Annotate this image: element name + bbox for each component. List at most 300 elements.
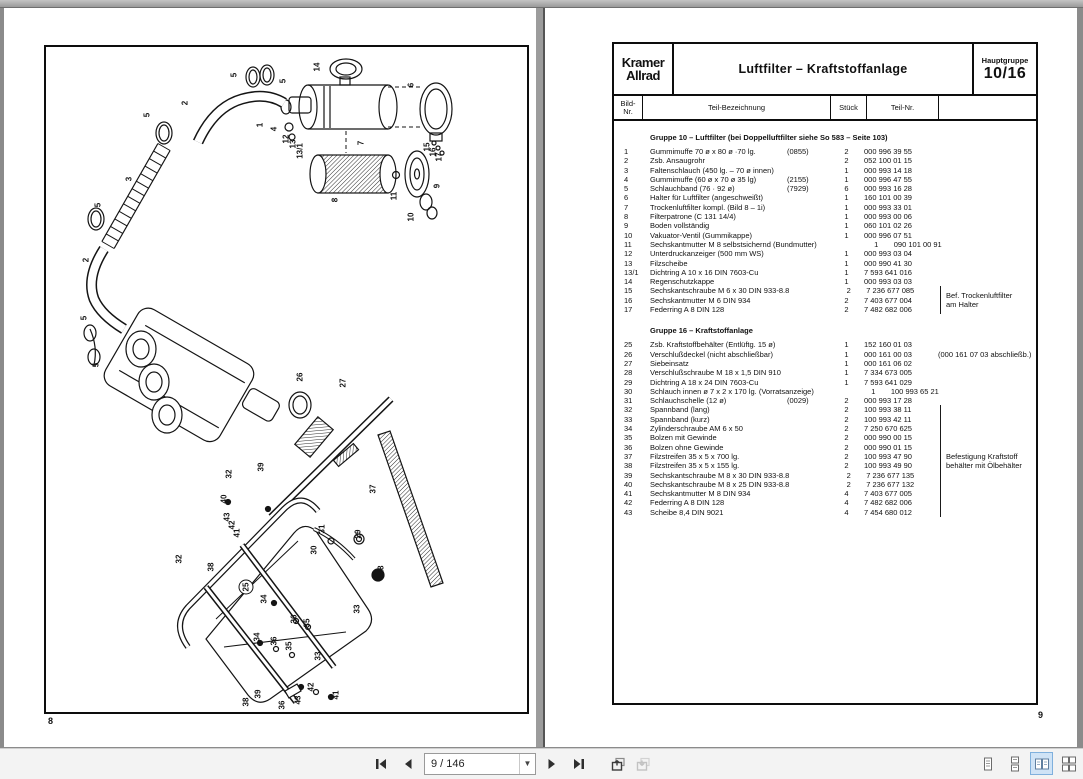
diagram-callout: 42 xyxy=(227,520,237,530)
cell-code xyxy=(787,424,829,433)
table-row xyxy=(614,221,1036,230)
single-page-icon xyxy=(980,756,996,772)
cell-note xyxy=(938,156,1036,165)
column-stueck: Stück xyxy=(831,96,867,119)
cell-teil-nr: 000 993 03 03 xyxy=(864,277,912,287)
previous-page-button[interactable] xyxy=(397,752,419,775)
diagram-callout: 35 xyxy=(284,641,294,651)
cell-code xyxy=(787,340,829,349)
cell-stueck: 6 xyxy=(844,184,849,194)
cell-code xyxy=(787,378,829,387)
cell-teil-nr: 000 996 07 51 xyxy=(864,230,912,240)
hauptgruppe-value: 10/16 xyxy=(983,64,1027,82)
cell-code xyxy=(787,203,829,212)
cell-code xyxy=(787,305,829,314)
printed-page-number-left: 8 xyxy=(48,716,54,726)
cell-note xyxy=(938,221,1036,230)
page-indicator: 9 / 146 xyxy=(431,757,465,770)
cell-teil-nr: 060 101 02 26 xyxy=(864,221,912,231)
cell-bild-nr: 6 xyxy=(624,193,629,203)
diagram-callout: 14 xyxy=(312,62,322,72)
exploded-diagram xyxy=(46,47,527,712)
cell-code xyxy=(787,405,829,414)
diagram-callout: 34 xyxy=(259,594,269,604)
cell-code xyxy=(787,368,829,377)
cell-teil-nr: 7 482 682 006 xyxy=(864,305,912,315)
cell-stueck: 1 xyxy=(844,230,849,240)
cell-stueck: 2 xyxy=(844,414,849,424)
cell-code: (0855) xyxy=(787,147,809,156)
cell-code xyxy=(787,443,829,452)
table-row xyxy=(614,350,1036,359)
diagram-callout: 35 xyxy=(302,618,312,628)
cell-note xyxy=(938,259,1036,268)
hauptgruppe-label: Hauptgruppe xyxy=(981,55,1029,65)
cell-teil-nr: 7 593 641 029 xyxy=(864,377,912,387)
cell-code xyxy=(787,489,829,498)
next-view-icon xyxy=(635,756,651,772)
cell-code xyxy=(787,359,829,368)
cell-teil-nr: 7 250 670 625 xyxy=(864,424,912,434)
cell-note xyxy=(938,147,1036,156)
diagram-callout: 36 xyxy=(289,614,299,624)
cell-code: (7929) xyxy=(787,184,809,194)
diagram-callout: 5 xyxy=(91,362,101,368)
cell-bezeichnung: Zsb. Kraftstoffbehälter (Entlüftg. 15 ø) xyxy=(650,340,776,350)
diagram-callout: 5 xyxy=(229,72,239,78)
diagram-callout: 6 xyxy=(406,82,416,88)
cell-stueck: 1 xyxy=(844,267,849,277)
table-row xyxy=(614,203,1036,212)
table-row xyxy=(614,259,1036,268)
cell-stueck: 2 xyxy=(846,286,851,296)
cell-bild-nr: 15 xyxy=(624,286,633,296)
cell-bild-nr: 12 xyxy=(624,249,633,259)
diagram-callout: 36 xyxy=(269,636,279,646)
cell-note xyxy=(938,184,1036,193)
layout-two-page-continuous-button[interactable] xyxy=(1057,752,1080,775)
table-row xyxy=(614,175,1036,184)
cell-stueck: 1 xyxy=(844,174,849,184)
diagram-callout: 40 xyxy=(219,494,229,504)
cell-stueck: 4 xyxy=(844,489,849,499)
column-teil-bezeichnung: Teil-Bezeichnung xyxy=(643,96,831,119)
cell-bezeichnung: Verschlußschraube M 18 x 1,5 DIN 910 xyxy=(650,368,781,378)
cell-bezeichnung: Sechskantmutter M 6 DIN 934 xyxy=(650,295,751,305)
cell-note xyxy=(968,240,1036,249)
brand-line-1: Kramer xyxy=(621,55,665,70)
table-row xyxy=(614,240,1036,249)
page-gap-shadow xyxy=(536,8,545,747)
bracket-note-line: Bef. Trockenluftfilter xyxy=(946,291,1013,300)
cell-bild-nr: 5 xyxy=(624,184,629,194)
cell-bezeichnung: Schlauchschelle (12 ø) xyxy=(650,396,727,406)
cell-teil-nr: 000 993 16 28 xyxy=(864,184,912,194)
bracket-note-line: am Halter xyxy=(946,300,979,309)
cell-code xyxy=(787,249,829,258)
next-page-button[interactable] xyxy=(541,752,563,775)
cell-bild-nr: 41 xyxy=(624,489,633,499)
cell-teil-nr: 000 993 17 28 xyxy=(864,396,912,406)
cell-stueck: 1 xyxy=(844,340,849,350)
diagram-callout: 42 xyxy=(306,682,316,692)
bracket-note-line: behälter mit Ölbehälter xyxy=(946,461,1022,470)
diagram-callout: 8 xyxy=(330,197,340,203)
diagram-callout: 37 xyxy=(368,484,378,494)
cell-note xyxy=(938,249,1036,258)
group-heading: Gruppe 16 – Kraftstoffanlage xyxy=(650,326,753,336)
cell-teil-nr: 000 993 03 04 xyxy=(864,249,912,259)
cell-stueck: 1 xyxy=(844,377,849,387)
cell-note xyxy=(938,268,1036,277)
cell-code xyxy=(787,461,829,470)
layout-two-page-button[interactable] xyxy=(1030,752,1053,775)
cell-bezeichnung: Filzstreifen 35 x 5 x 155 lg. xyxy=(650,461,740,471)
cell-bild-nr: 1 xyxy=(624,147,629,156)
cell-bezeichnung: Bolzen mit Gewinde xyxy=(650,433,717,443)
bracket-note xyxy=(940,286,1012,314)
cell-bezeichnung: Federring A 8 DIN 128 xyxy=(650,305,725,315)
cell-teil-nr: 000 993 33 01 xyxy=(864,202,912,212)
diagram-callout: 38 xyxy=(206,562,216,572)
cell-stueck: 2 xyxy=(844,396,849,406)
cell-bild-nr: 16 xyxy=(624,295,633,305)
diagram-callout: 15 xyxy=(422,142,432,152)
cell-bezeichnung: Spannband (lang) xyxy=(650,405,710,415)
cell-teil-nr: 000 993 14 18 xyxy=(864,165,912,175)
cell-code xyxy=(789,480,831,489)
table-row xyxy=(614,378,1036,387)
cell-bezeichnung: Faltenschlauch (450 lg. – 70 ø innen) xyxy=(650,165,774,175)
cell-bild-nr: 13 xyxy=(624,258,633,268)
two-page-continuous-icon xyxy=(1061,756,1077,772)
cell-code xyxy=(787,296,829,305)
cell-code xyxy=(787,268,829,277)
diagram-callout: 9 xyxy=(432,183,442,189)
diagram-callout: 13 xyxy=(288,139,298,149)
document-page-right xyxy=(545,8,1077,747)
cell-bezeichnung: Federring A 8 DIN 128 xyxy=(650,498,725,508)
bracket-note-line: Befestigung Kraftstoff xyxy=(946,452,1018,461)
first-page-button[interactable] xyxy=(370,752,392,775)
brand-logo xyxy=(614,44,674,94)
diagram-callout: 27 xyxy=(338,378,348,388)
cell-code xyxy=(787,350,829,359)
cell-code xyxy=(787,156,829,165)
cell-bezeichnung: Spannband (kurz) xyxy=(650,414,710,424)
next-page-icon xyxy=(545,757,559,771)
cell-teil-nr: 7 236 677 132 xyxy=(866,479,915,489)
cell-stueck: 2 xyxy=(844,442,849,452)
cell-code xyxy=(787,259,829,268)
diagram-callout: 26 xyxy=(295,372,305,382)
diagram-callout: 34 xyxy=(252,632,262,642)
cell-stueck: 1 xyxy=(844,349,849,359)
cell-code xyxy=(789,286,831,295)
layout-single-page-button[interactable] xyxy=(976,752,999,775)
diagram-callout: 39 xyxy=(256,462,266,472)
cell-bild-nr: 39 xyxy=(624,470,633,480)
diagram-callout: 28 xyxy=(376,565,386,575)
cell-bild-nr: 37 xyxy=(624,451,633,461)
table-row xyxy=(614,193,1036,202)
diagram-frame xyxy=(44,45,529,714)
cell-teil-nr: 000 990 01 15 xyxy=(864,442,912,452)
table-body xyxy=(614,121,1036,715)
cell-bezeichnung: Sechskantmutter M 8 selbstsichernd (Bundmutter) xyxy=(650,239,817,249)
table-row xyxy=(614,184,1036,193)
cell-stueck: 1 xyxy=(844,258,849,268)
previous-view-button[interactable] xyxy=(607,752,629,775)
cell-bild-nr: 43 xyxy=(624,507,633,517)
cell-note: (000 161 07 03 abschließb.) xyxy=(938,349,1032,359)
first-page-icon xyxy=(374,757,388,771)
cell-teil-nr: 100 993 47 90 xyxy=(864,451,912,461)
cell-bild-nr: 9 xyxy=(624,221,629,231)
diagram-callout: 2 xyxy=(180,100,190,106)
cell-bild-nr: 13/1 xyxy=(624,267,639,277)
diagram-callout: 3 xyxy=(124,176,134,182)
cell-code xyxy=(787,498,829,507)
diagram-callout: 5 xyxy=(278,78,288,84)
cell-bezeichnung: Schlauchband (76 · 92 ø) xyxy=(650,184,735,194)
cell-code xyxy=(787,433,829,442)
cell-bild-nr: 29 xyxy=(624,377,633,387)
page-navigation xyxy=(370,752,654,775)
cell-bild-nr: 3 xyxy=(624,165,629,175)
diagram-callout: 1 xyxy=(255,122,265,128)
cell-teil-nr: 052 100 01 15 xyxy=(864,156,912,166)
cell-stueck: 2 xyxy=(844,433,849,443)
cell-stueck: 2 xyxy=(844,295,849,305)
diagram-callout: 29 xyxy=(353,529,363,539)
printed-page-number-right: 9 xyxy=(1037,710,1043,720)
cell-teil-nr: 100 993 49 90 xyxy=(864,461,912,471)
cell-teil-nr: 7 236 677 085 xyxy=(866,286,915,296)
table-row xyxy=(614,340,1036,349)
column-header-row xyxy=(614,96,1036,121)
cell-bezeichnung: Sechskantmutter M 8 DIN 934 xyxy=(650,489,751,499)
column-bild-nr: Bild- Nr. xyxy=(614,96,643,119)
cell-bezeichnung: Unterdruckanzeiger (500 mm WS) xyxy=(650,249,764,259)
cell-bezeichnung: Vakuator-Ventil (Gummikappe) xyxy=(650,230,752,240)
diagram-callout: 43 xyxy=(293,695,303,705)
cell-bezeichnung: Trockenluftfilter kompl. (Bild 8 – 1i) xyxy=(650,202,766,212)
cell-bild-nr: 32 xyxy=(624,405,633,415)
cell-bezeichnung: Siebeinsatz xyxy=(650,358,689,368)
table-row xyxy=(614,166,1036,175)
next-view-button[interactable] xyxy=(632,752,654,775)
cell-stueck: 2 xyxy=(846,479,851,489)
cell-code xyxy=(787,166,829,175)
cell-bezeichnung: Sechskantschraube M 8 x 30 DIN 933-8.8 xyxy=(650,470,790,480)
cell-bild-nr: 34 xyxy=(624,424,633,434)
diagram-callout: 31 xyxy=(317,524,327,534)
two-page-icon xyxy=(1034,756,1050,772)
column-notes xyxy=(939,96,1036,119)
cell-teil-nr: 100 993 42 11 xyxy=(864,414,912,424)
viewer-toolbar xyxy=(0,748,1083,779)
cell-teil-nr: 100 993 65 21 xyxy=(890,386,939,396)
cell-bild-nr: 30 xyxy=(624,386,633,396)
cell-teil-nr: 160 101 00 39 xyxy=(864,193,912,203)
cell-teil-nr: 7 403 677 005 xyxy=(864,489,912,499)
cell-note xyxy=(938,175,1036,184)
cell-bild-nr: 4 xyxy=(624,174,629,184)
cell-teil-nr: 7 236 677 135 xyxy=(866,470,915,480)
cell-stueck: 1 xyxy=(874,239,879,249)
cell-note xyxy=(938,368,1036,377)
cell-stueck: 2 xyxy=(844,405,849,415)
cell-bezeichnung: Zylinderschraube AM 6 x 50 xyxy=(650,424,743,434)
bracket-note xyxy=(940,405,1022,517)
cell-stueck: 1 xyxy=(844,212,849,222)
diagram-callout: 12 xyxy=(281,134,291,144)
cell-code xyxy=(787,508,829,517)
group-heading: Gruppe 10 – Luftfilter (bei Doppelluftfilter siehe So 583 – Seite 103) xyxy=(650,133,888,142)
cell-code xyxy=(817,240,859,249)
cell-bezeichnung: Gummimuffe (60 ø x 70 ø 35 lg) xyxy=(650,174,757,184)
cell-stueck: 2 xyxy=(844,451,849,461)
chevron-down-icon: ▼ xyxy=(519,754,535,774)
cell-bezeichnung: Verschlußdeckel (nicht abschließbar) xyxy=(650,349,773,359)
cell-stueck: 4 xyxy=(844,507,849,517)
cell-bezeichnung: Schlauch innen ø 7 x 2 x 170 lg. (Vorratsanzeige) xyxy=(650,386,814,396)
table-row xyxy=(614,268,1036,277)
cell-bezeichnung: Sechskantschraube M 6 x 30 DIN 933-8.8 xyxy=(650,286,790,296)
table-row xyxy=(614,212,1036,221)
cell-bezeichnung: Filterpatrone (C 131 14/4) xyxy=(650,212,736,222)
cell-bild-nr: 36 xyxy=(624,442,633,452)
cell-teil-nr: 000 161 06 02 xyxy=(864,358,912,368)
cell-stueck: 1 xyxy=(844,193,849,203)
cell-code xyxy=(787,221,829,230)
diagram-callout: 5 xyxy=(142,112,152,118)
cell-teil-nr: 000 990 41 30 xyxy=(864,258,912,268)
cell-bezeichnung: Zsb. Ansaugrohr xyxy=(650,156,706,166)
cell-bezeichnung: Filzstreifen 35 x 5 x 700 lg. xyxy=(650,451,740,461)
cell-bild-nr: 40 xyxy=(624,479,633,489)
cell-code xyxy=(787,212,829,221)
cell-bild-nr: 7 xyxy=(624,202,629,212)
diagram-callout: 43 xyxy=(222,512,232,522)
cell-teil-nr: 152 160 01 03 xyxy=(864,340,912,350)
cell-bild-nr: 35 xyxy=(624,433,633,443)
cell-code xyxy=(787,452,829,461)
cell-teil-nr: 7 593 641 016 xyxy=(864,267,912,277)
cell-code xyxy=(787,415,829,424)
cell-teil-nr: 7 482 682 006 xyxy=(864,498,912,508)
page-title: Luftfilter – Kraftstoffanlage xyxy=(738,62,908,76)
diagram-callout: 32 xyxy=(224,469,234,479)
diagram-callout: 30 xyxy=(309,545,319,555)
cell-bild-nr: 17 xyxy=(624,305,633,315)
cell-bezeichnung: Filzscheibe xyxy=(650,258,688,268)
diagram-callout: 25 xyxy=(241,582,251,592)
cell-stueck: 2 xyxy=(844,424,849,434)
cell-bezeichnung: Boden vollständig xyxy=(650,221,710,231)
cell-bezeichnung: Halter für Luftfilter (angeschweißt) xyxy=(650,193,763,203)
diagram-callout: 2 xyxy=(81,257,91,263)
document-page-left xyxy=(4,8,536,747)
cell-teil-nr: 000 996 47 55 xyxy=(864,174,912,184)
diagram-callout: 33 xyxy=(313,651,323,661)
diagram-callout: 5 xyxy=(79,315,89,321)
diagram-callout: 41 xyxy=(331,690,341,700)
previous-page-icon xyxy=(401,757,415,771)
cell-code: (0029) xyxy=(787,396,809,406)
cell-stueck: 1 xyxy=(871,386,876,396)
diagram-callout: 7 xyxy=(356,140,366,146)
cell-stueck: 1 xyxy=(844,368,849,378)
continuous-icon xyxy=(1007,756,1023,772)
cell-teil-nr: 7 454 680 012 xyxy=(864,507,912,517)
cell-stueck: 1 xyxy=(844,249,849,259)
document-canvas xyxy=(0,8,1083,748)
cell-stueck: 1 xyxy=(844,358,849,368)
table-row xyxy=(614,156,1036,165)
cell-teil-nr: 000 161 00 03 xyxy=(864,349,912,359)
cell-bild-nr: 27 xyxy=(624,358,633,368)
cell-note xyxy=(938,203,1036,212)
diagram-callout: 11 xyxy=(389,191,399,201)
hauptgruppe-box xyxy=(972,44,1036,94)
page-number-select[interactable] xyxy=(424,753,536,775)
cell-note xyxy=(938,231,1036,240)
diagram-callout: 16 xyxy=(428,147,438,157)
diagram-callout: 41 xyxy=(232,528,242,538)
brand-line-2: Allrad xyxy=(626,68,660,83)
cell-code: (2155) xyxy=(787,174,809,184)
cell-stueck: 1 xyxy=(844,165,849,175)
last-page-button[interactable] xyxy=(568,752,590,775)
cell-teil-nr: 100 993 38 11 xyxy=(864,405,912,415)
cell-bild-nr: 26 xyxy=(624,349,633,359)
cell-bild-nr: 33 xyxy=(624,414,633,424)
cell-note xyxy=(965,387,1036,396)
cell-stueck: 4 xyxy=(844,498,849,508)
cell-teil-nr: 000 990 00 15 xyxy=(864,433,912,443)
table-row xyxy=(614,249,1036,258)
cell-bezeichnung: Dichtring A 18 x 24 DIN 7603-Cu xyxy=(650,377,759,387)
cell-stueck: 2 xyxy=(844,461,849,471)
cell-code xyxy=(787,231,829,240)
table-row xyxy=(614,368,1036,377)
cell-stueck: 2 xyxy=(844,305,849,315)
cell-note xyxy=(938,340,1036,349)
cell-stueck: 1 xyxy=(844,202,849,212)
diagram-callout: 5 xyxy=(93,202,103,208)
column-teil-nr: Teil-Nr. xyxy=(867,96,939,119)
diagram-callout: 17 xyxy=(434,152,444,162)
cell-code xyxy=(787,277,829,286)
cell-bezeichnung: Regenschutzkappe xyxy=(650,277,715,287)
cell-bezeichnung: Sechskantschraube M 8 x 25 DIN 933-8.8 xyxy=(650,479,790,489)
cell-note xyxy=(938,378,1036,387)
cell-bezeichnung: Gummimuffe 70 ø x 80 ø ·70 lg. xyxy=(650,147,756,156)
layout-continuous-button[interactable] xyxy=(1003,752,1026,775)
cell-bild-nr: 28 xyxy=(624,368,633,378)
cell-teil-nr: 000 996 39 55 xyxy=(864,147,912,156)
cell-bild-nr: 8 xyxy=(624,212,629,222)
diagram-callout: 13/1 xyxy=(295,143,305,159)
cell-bild-nr: 25 xyxy=(624,340,633,350)
cell-stueck: 2 xyxy=(844,147,849,156)
diagram-callout: 33 xyxy=(352,604,362,614)
diagram-callout: 39 xyxy=(253,689,263,699)
cell-teil-nr: 7 403 677 004 xyxy=(864,295,912,305)
previous-view-icon xyxy=(610,756,626,772)
